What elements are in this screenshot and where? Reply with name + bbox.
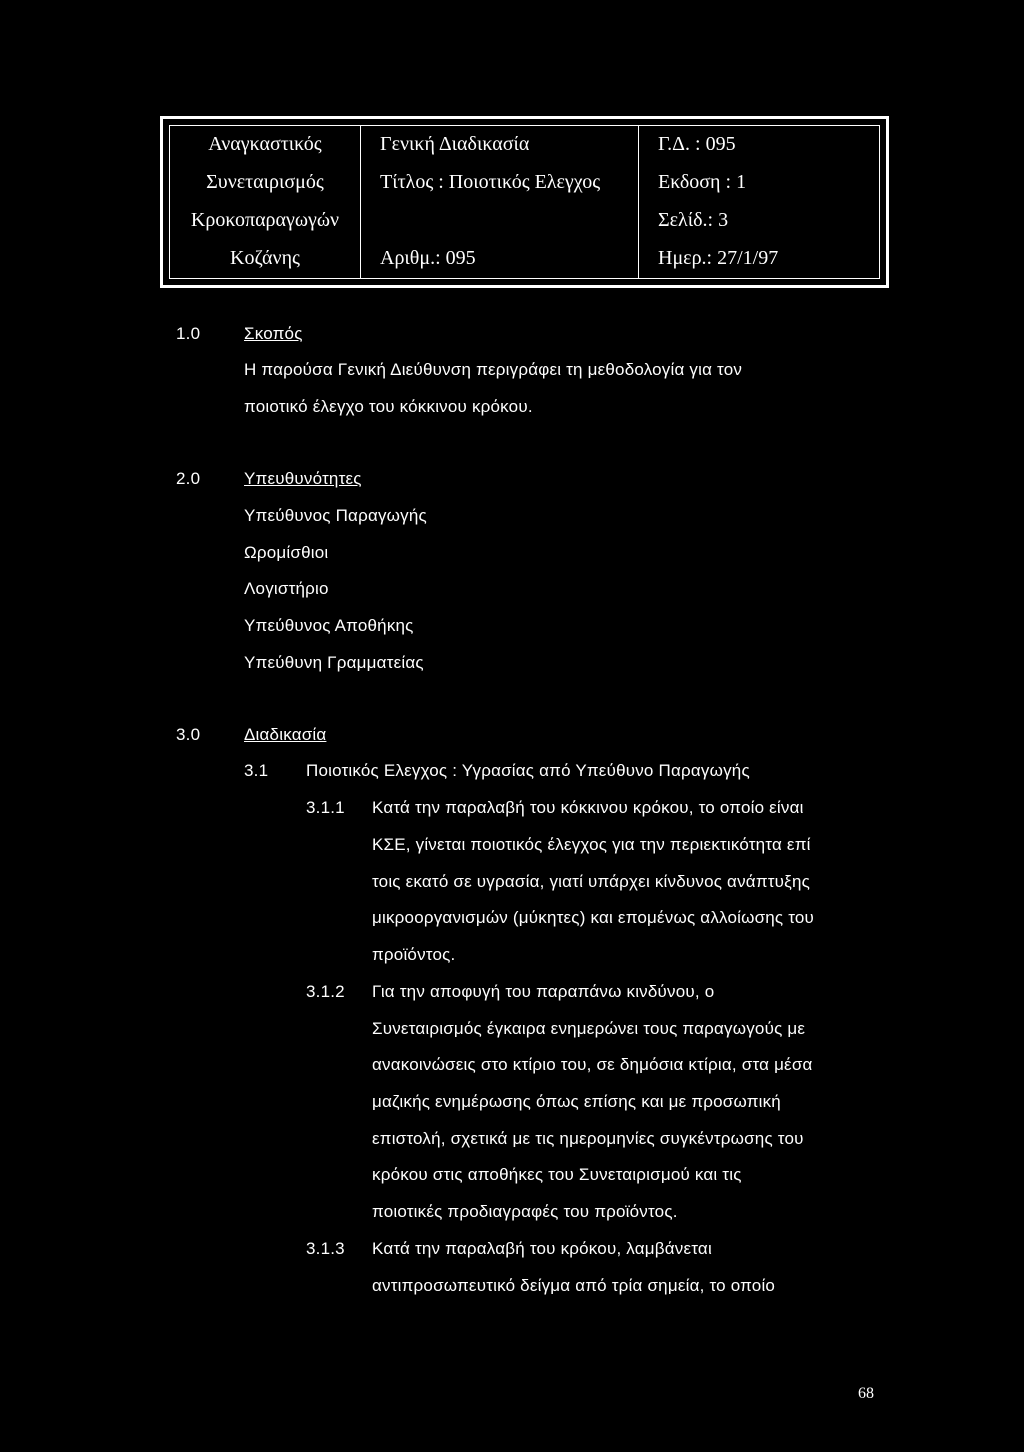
- responsibility-item: Λογιστήριο: [244, 579, 329, 598]
- paragraph-line: κρόκου στις αποθήκες του Συνεταιρισμού και τις: [372, 1165, 742, 1184]
- paragraph-line: ΚΣΕ, γίνεται ποιοτικός έλεγχος για την περιεκτικότητα επί: [372, 835, 811, 854]
- paragraph-line: Για την αποφυγή του παραπάνω κινδύνου, ο: [372, 982, 715, 1001]
- responsibility-item: Υπεύθυνος Παραγωγής: [244, 506, 427, 525]
- paragraph-line: ανακοινώσεις στο κτίριο του, σε δημόσια κτίρια, στα μέσα: [372, 1055, 813, 1074]
- section-2-title: Υπευθυνότητες: [244, 469, 362, 488]
- header-org-line-2: Συνεταιρισμός: [206, 171, 324, 193]
- header-doc-date: Ημερ.: 27/1/97: [658, 247, 779, 269]
- paragraph-line: Συνεταιρισμός έγκαιρα ενημερώνει τους παραγωγούς με: [372, 1019, 806, 1038]
- paragraph-line: τοις εκατό σε υγρασία, γιατί υπάρχει κίνδυνος ανάπτυξης: [372, 872, 811, 891]
- paragraph-line: προϊόντος.: [372, 945, 456, 964]
- section-1-title: Σκοπός: [244, 324, 303, 343]
- responsibility-item: Υπεύθυνη Γραμματείας: [244, 653, 424, 672]
- header-org-line-4: Κοζάνης: [230, 247, 300, 269]
- paragraph-line: μικροοργανισμών (μύκητες) και επομένως αλλοίωσης του: [372, 908, 815, 927]
- section-1-number: 1.0: [176, 324, 201, 343]
- paragraph-line: επιστολή, σχετικά με τις ημερομηνίες συγκέντρωσης του: [372, 1129, 804, 1148]
- section-1-text-line-2: ποιοτικό έλεγχο του κόκκινου κρόκου.: [244, 397, 533, 416]
- section-2-number: 2.0: [176, 469, 201, 488]
- document-header: [160, 116, 889, 288]
- header-doc-page: Σελίδ.: 3: [658, 209, 729, 231]
- paragraph-line: Κατά την παραλαβή του κρόκου, λαμβάνεται: [372, 1239, 712, 1258]
- responsibility-item: Ωρομίσθιοι: [244, 543, 329, 562]
- paragraph-line: μαζικής ενημέρωσης όπως επίσης και με προσωπική: [372, 1092, 781, 1111]
- header-doc-code: Γ.Δ. : 095: [658, 133, 736, 155]
- paragraph-3-1-1-number: 3.1.1: [306, 798, 345, 817]
- section-1-text-line-1: Η παρούσα Γενική Διεύθυνση περιγράφει τη μεθοδολογία για τον: [244, 360, 743, 379]
- paragraph-line: Κατά την παραλαβή του κόκκινου κρόκου, το οποίο είναι: [372, 798, 804, 817]
- section-3-title: Διαδικασία: [244, 725, 327, 744]
- subsection-3-1-title: Ποιοτικός Ελεγχος : Υγρασίας από Υπεύθυνο Παραγωγής: [306, 761, 750, 780]
- header-procedure-number: Αριθμ.: 095: [380, 247, 476, 269]
- header-procedure-title: Τίτλος : Ποιοτικός Ελεγχος: [380, 171, 601, 193]
- paragraph-line: αντιπροσωπευτικό δείγμα από τρία σημεία, το οποίο: [372, 1276, 776, 1295]
- header-org-line-1: Αναγκαστικός: [208, 133, 322, 155]
- header-inner-frame: [169, 125, 880, 279]
- header-org-line-3: Κροκοπαραγωγών: [190, 209, 340, 231]
- responsibility-item: Υπεύθυνος Αποθήκης: [244, 616, 414, 635]
- paragraph-3-1-3-number: 3.1.3: [306, 1239, 345, 1258]
- section-3-number: 3.0: [176, 725, 201, 744]
- paragraph-line: ποιοτικές προδιαγραφές του προϊόντος.: [372, 1202, 678, 1221]
- header-procedure-type: Γενική Διαδικασία: [380, 133, 530, 155]
- header-doc-edition: Εκδοση : 1: [658, 171, 747, 193]
- page-number: 68: [858, 1385, 874, 1402]
- paragraph-3-1-2-number: 3.1.2: [306, 982, 345, 1001]
- subsection-3-1-number: 3.1: [244, 761, 269, 780]
